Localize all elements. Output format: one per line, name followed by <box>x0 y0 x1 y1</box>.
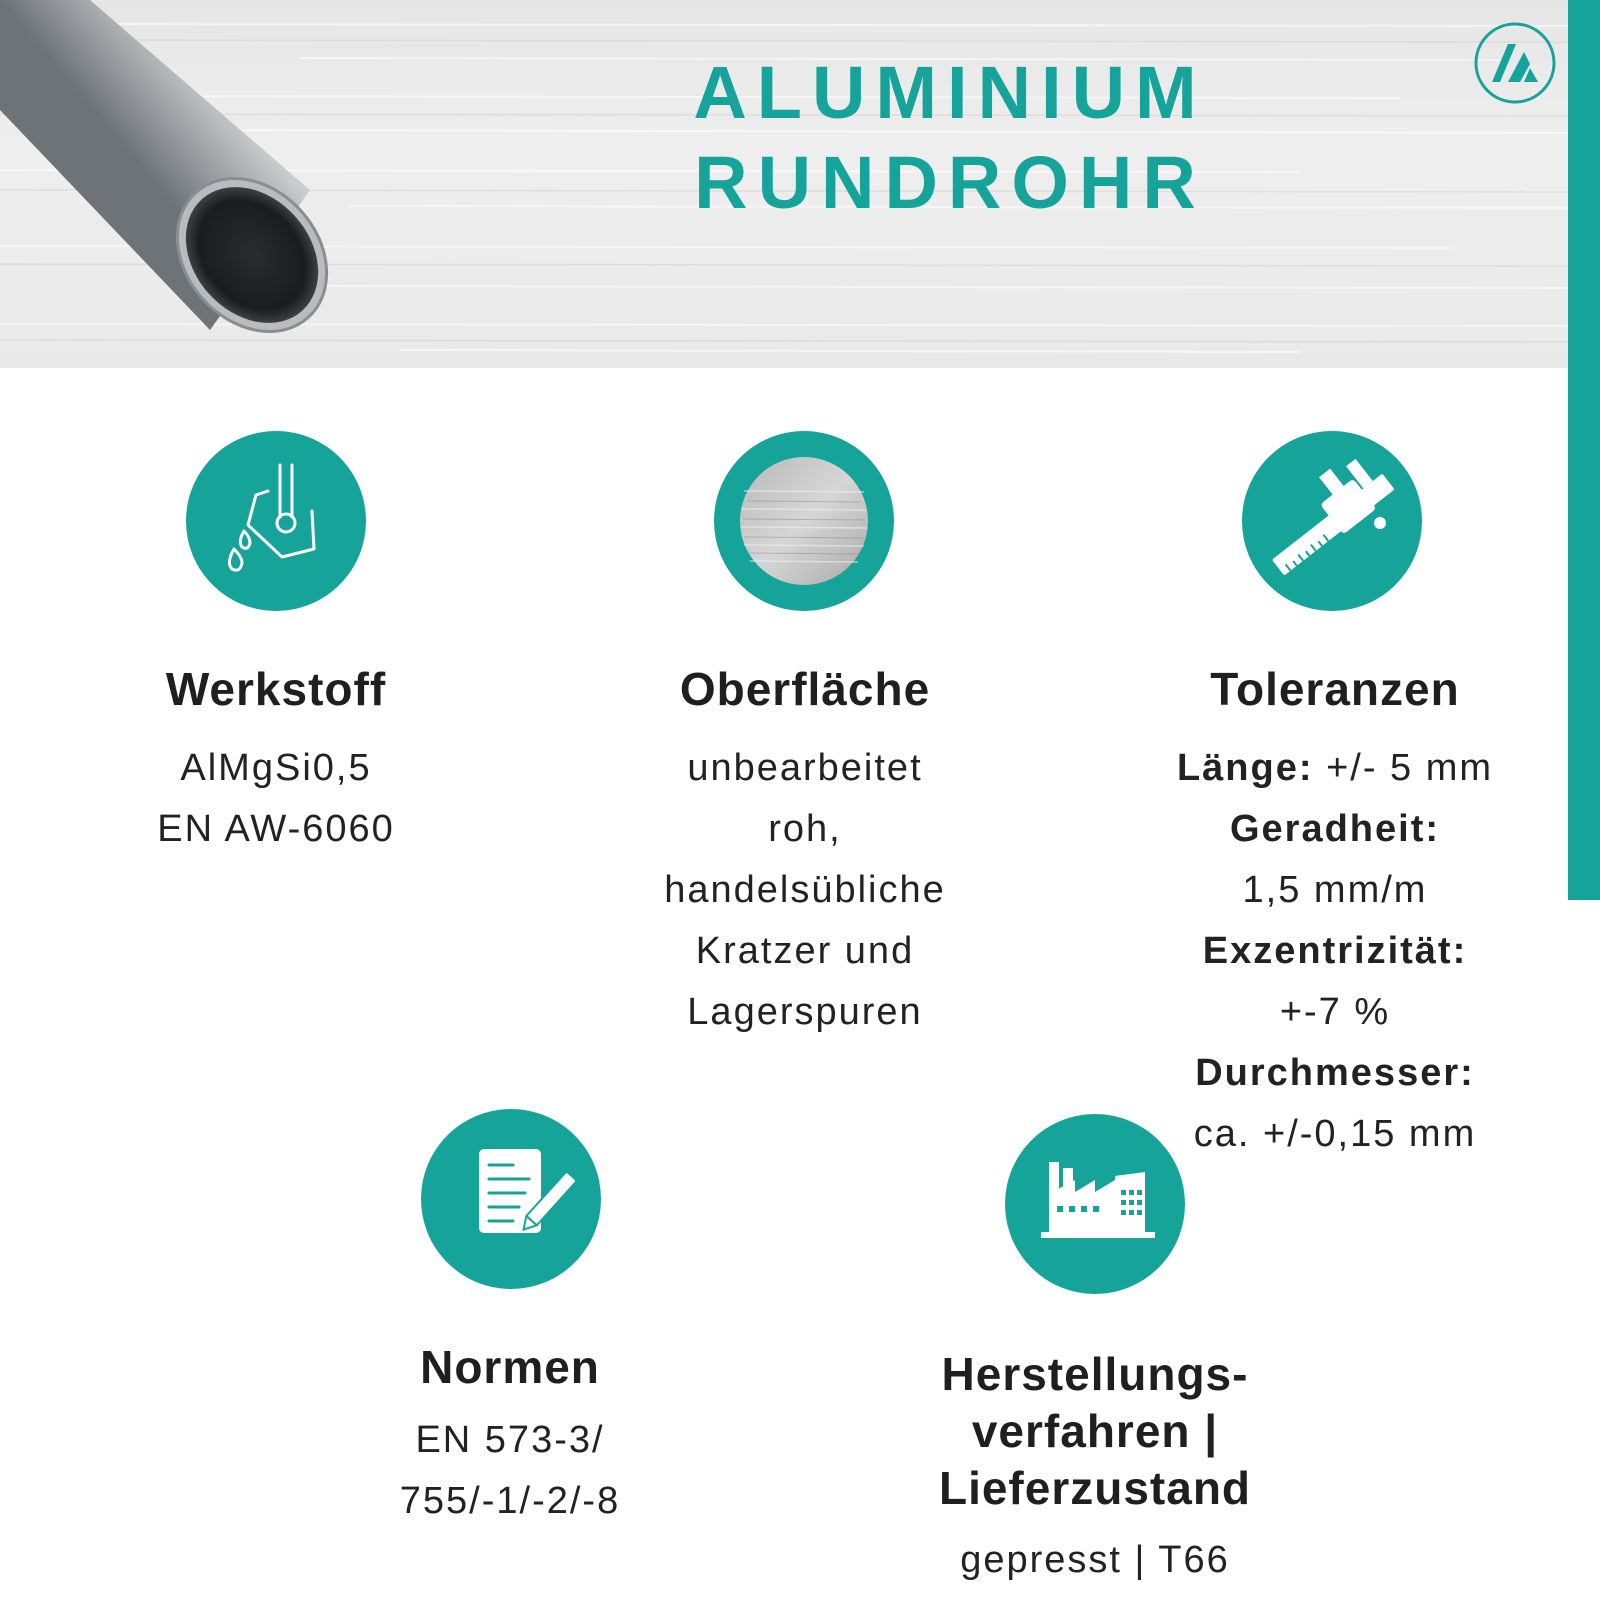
normen-icon-circle <box>421 1109 601 1289</box>
herstellung-text <box>895 1530 1295 1591</box>
title-line-1: ALUMINIUM <box>693 51 1207 134</box>
herstellung-title <box>895 1346 1295 1517</box>
toleranzen-icon-circle <box>1242 431 1422 611</box>
oberflaeche-line-2: roh, <box>768 808 842 850</box>
oberflaeche-icon-circle <box>714 431 894 611</box>
oberflaeche-text <box>605 738 1005 1043</box>
werkstoff-icon-circle <box>186 431 366 611</box>
toleranzen-text <box>1125 738 1545 1165</box>
herstellung-value: gepresst | T66 <box>960 1539 1230 1581</box>
side-accent-stripe <box>1568 0 1600 900</box>
exzentrizitaet-label-text: Exzentrizität: <box>1202 930 1468 972</box>
oberflaeche-line-3: handelsübliche <box>664 869 946 911</box>
caliper-icon <box>1242 431 1422 611</box>
laenge-value: +/- 5 mm <box>1313 747 1494 789</box>
geradheit-value: 1,5 mm/m <box>1242 869 1428 911</box>
toleranzen-title: Toleranzen <box>1210 663 1460 715</box>
laenge-label: Länge: <box>1176 747 1314 789</box>
normen-line-2: 755/-1/-2/-8 <box>399 1480 621 1522</box>
oberflaeche-title: Oberfläche <box>679 663 931 715</box>
werkstoff-line-1: AlMgSi0,5 <box>180 747 372 789</box>
aluminium-pipe-image <box>0 0 360 368</box>
werkstoff-title: Werkstoff <box>165 663 387 715</box>
normen-line-1: EN 573-3/ <box>415 1419 605 1461</box>
normen-text <box>340 1410 680 1532</box>
page-title <box>660 48 1240 228</box>
brand-logo-icon <box>1472 20 1558 106</box>
geradheit-label-text: Geradheit: <box>1229 808 1441 850</box>
durchmesser-label-text: Durchmesser: <box>1195 1052 1475 1094</box>
herstellung-title-line-2: verfahren | <box>971 1405 1219 1457</box>
exzentrizitaet-label <box>1125 921 1545 982</box>
oberflaeche-line-1: unbearbeitet <box>687 747 923 789</box>
geradheit-label <box>1125 799 1545 860</box>
durchmesser-value: ca. +/-0,15 mm <box>1193 1113 1477 1155</box>
factory-icon <box>1005 1114 1185 1294</box>
durchmesser-label <box>1125 1043 1545 1104</box>
herstellung-title-line-3: Lieferzustand <box>938 1462 1252 1514</box>
oberflaeche-line-5: Lagerspuren <box>687 991 923 1033</box>
title-line-2: RUNDROHR <box>694 141 1206 224</box>
werkstoff-text <box>106 738 446 860</box>
laenge-row <box>1125 738 1545 799</box>
header-banner <box>0 0 1568 368</box>
exzentrizitaet-value: +-7 % <box>1279 991 1391 1033</box>
werkstoff-line-2: EN AW-6060 <box>157 808 395 850</box>
herstellung-title-line-1: Herstellungs- <box>941 1348 1249 1400</box>
molten-metal-pour-icon <box>186 431 366 611</box>
brushed-surface-icon <box>714 431 894 611</box>
normen-title: Normen <box>420 1341 600 1393</box>
oberflaeche-line-4: Kratzer und <box>695 930 915 972</box>
herstellung-icon-circle <box>1005 1114 1185 1294</box>
document-pen-icon <box>421 1109 601 1289</box>
